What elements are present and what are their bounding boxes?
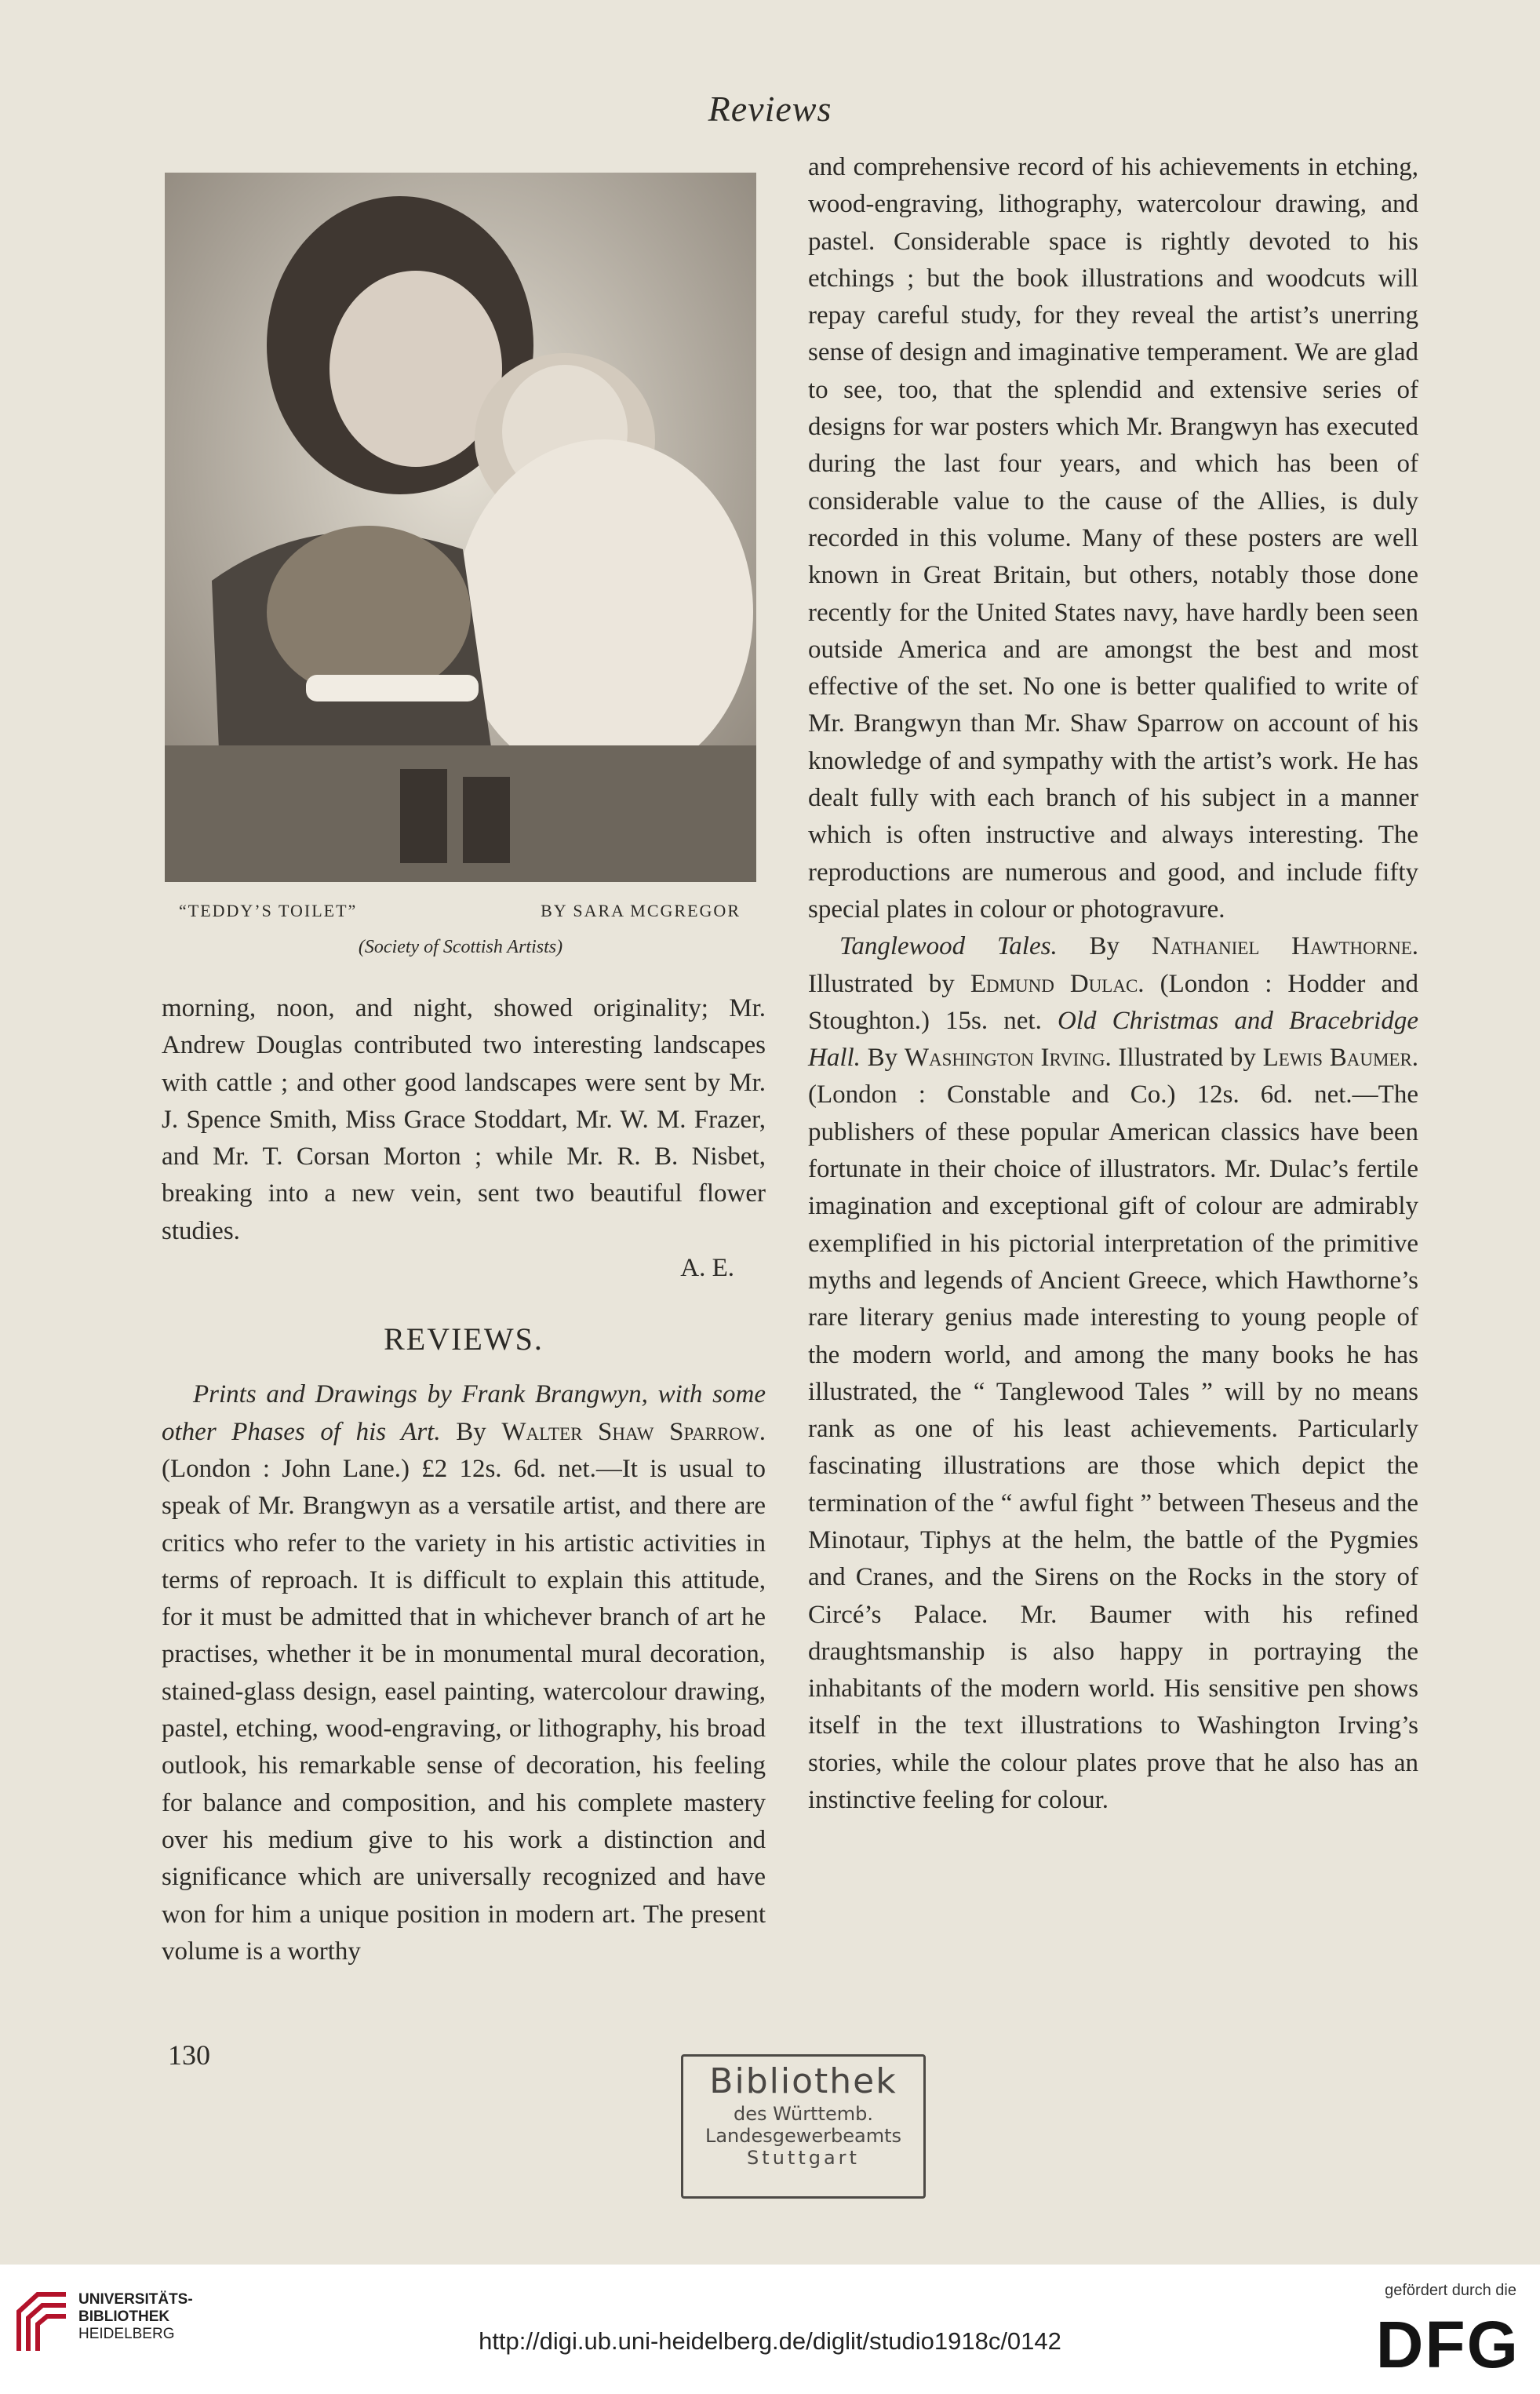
section-heading-reviews: REVIEWS. xyxy=(384,1321,544,1357)
running-header: Reviews xyxy=(708,89,832,129)
review-by: By xyxy=(456,1417,486,1446)
review-by: By xyxy=(867,1044,898,1073)
review-illustrator: Lewis Baumer. xyxy=(1262,1044,1419,1073)
review-body: (London : Constable and Co.) 12s. 6d. net.—The publishers of these popular American classics have been fortunate in their choice of illustrators. Mr. Dulac’s fertile imagination and exceptional gift of colour are admirably exemplified in his pictorial interpretation of the primitive myths and legends of Ancient Greece, which Hawthorne’s rare literary genius made interesting to young people of the modern world, and among the many books he has illustrated, the “ Tanglewood Tales ” will by no means rank as one of his least achievements. Particularly fascinating illustrations are those which depict the termination of the “ awful fight ” between Theseus and the Minotaur, Tiphys at the helm, the battle of the Pygmies and Cranes, and the Sirens on the Rocks in the story of Circé’s Palace. Mr. Baumer with his refined draughtsmanship is also happy in portraying the inhabitants of the modern world. His sensitive pen shows itself in the text illustrations to Washington Irving’s stories, while the colour plates prove that he also has an instinctive feeling for colour. xyxy=(808,1080,1418,1815)
exhibition-paragraph: morning, noon, and night, showed originality; Mr. Andrew Douglas contributed two interesting landscapes with cattle ; and other good landscapes were sent by Mr. J. Spence Smith, Miss Grace Stoddart, Mr. W. M. Frazer, and Mr. T. Corsan Morton ; while Mr. R. B. Nisbet, breaking into a new vein, sent two beautiful flower studies. xyxy=(162,994,766,1245)
library-name-line-1: UNIVERSITÄTS- xyxy=(78,2291,193,2308)
painting-image xyxy=(165,173,756,882)
review-author: Walter Shaw Sparrow. xyxy=(501,1417,766,1446)
review-author: Nathaniel Hawthorne. xyxy=(1151,932,1419,961)
review-body: (London : John Lane.) £2 12s. 6d. net.—It is usual to speak of Mr. Brangwyn as a versatile artist, and there are critics who refer to the variety in his artistic activities in terms of reproach. It is difficult to explain this attitude, for it must be admitted that in whichever branch of art he practises, whether it be in monumental mural decoration, stained-glass design, easel painting, watercolour drawing, pastel, etching, wood-engraving, or lithography, his broad outlook, his remarkable sense of decoration, his feeling for balance and composition, and his complete mastery over his medium give to his work a distinction and significance which are universally recognized and have won for him a unique position in modern art. The present volume is a worthy xyxy=(162,1454,766,1966)
library-name-line-3: HEIDELBERG xyxy=(78,2326,175,2342)
review-publisher: (London : Hodder and Stoughton.) 15s. net. xyxy=(808,969,1419,1035)
author-initials: A. E. xyxy=(680,1254,734,1283)
review-illustrator: Edmund Dulac. xyxy=(970,969,1145,998)
caption-source: (Society of Scottish Artists) xyxy=(358,937,563,957)
digitization-footer xyxy=(0,2265,1540,2394)
dfg-logo: DFG xyxy=(1375,2308,1520,2381)
illustration-teddys-toilet xyxy=(165,173,756,882)
review-title: Prints and Drawings by Frank Brangwyn, with some other Phases of his Art. xyxy=(162,1380,766,1446)
stamp-line-3: Landesgewerbeamts xyxy=(704,2125,902,2147)
right-column xyxy=(808,149,1418,1819)
review-title: Old Christmas and Bracebridge Hall. xyxy=(808,1006,1418,1073)
stamp-line-4: Stuttgart xyxy=(747,2147,860,2169)
review-illustrated-by: Illustrated by xyxy=(808,969,955,998)
stamp-line-1: Bibliothek xyxy=(709,2061,897,2101)
signoff-line xyxy=(162,1250,766,1287)
caption-artist: BY SARA MCGREGOR xyxy=(541,901,741,920)
left-column xyxy=(162,990,766,1970)
library-name-line-2: BIBLIOTHEK xyxy=(78,2308,170,2325)
review-by: By xyxy=(1089,932,1120,961)
stamp-line-2: des Württemb. xyxy=(734,2103,873,2125)
library-stamp xyxy=(681,2054,926,2199)
review-illustrated-by: Illustrated by xyxy=(1118,1044,1256,1073)
review-title: Tanglewood Tales. xyxy=(839,932,1058,961)
page-number: 130 xyxy=(168,2039,210,2071)
permalink-url[interactable]: http://digi.ub.uni-heidelberg.de/diglit/studio1918c/0142 xyxy=(479,2327,1061,2355)
review-brangwyn xyxy=(162,1376,766,1970)
review-author: Washington Irving. xyxy=(904,1044,1112,1073)
review-tanglewood xyxy=(808,928,1418,1819)
caption-title: “TEDDY’S TOILET” xyxy=(179,901,358,920)
brangwyn-continued-paragraph: and comprehensive record of his achievements in etching, wood-engraving, lithography, watercolour drawing, and pastel. Considerable space is rightly devoted to his etchings ; but the book illustrations and woodcuts will repay careful study, for they reveal the artist’s unerring sense of design and imaginative temperament. We are glad to see, too, that the splendid and extensive series of designs for war posters which Mr. Brangwyn has executed during the last four years, and which has been of considerable value to the cause of the Allies, is duly recorded in this volume. Many of these posters are well known in Great Britain, but others, notably those done recently for the United States navy, have hardly been seen outside America and are amongst the best and most effective of the set. No one is better qualified to write of Mr. Brangwyn than Mr. Shaw Sparrow on account of his knowledge of and sympathy with the artist’s work. He has dealt fully with each branch of his subject in a manner which is often instructive and always interesting. The reproductions are numerous and good, and include fifty special plates in colour or photogravure. xyxy=(808,153,1418,924)
funded-by-text: gefördert durch die xyxy=(1385,2282,1516,2299)
